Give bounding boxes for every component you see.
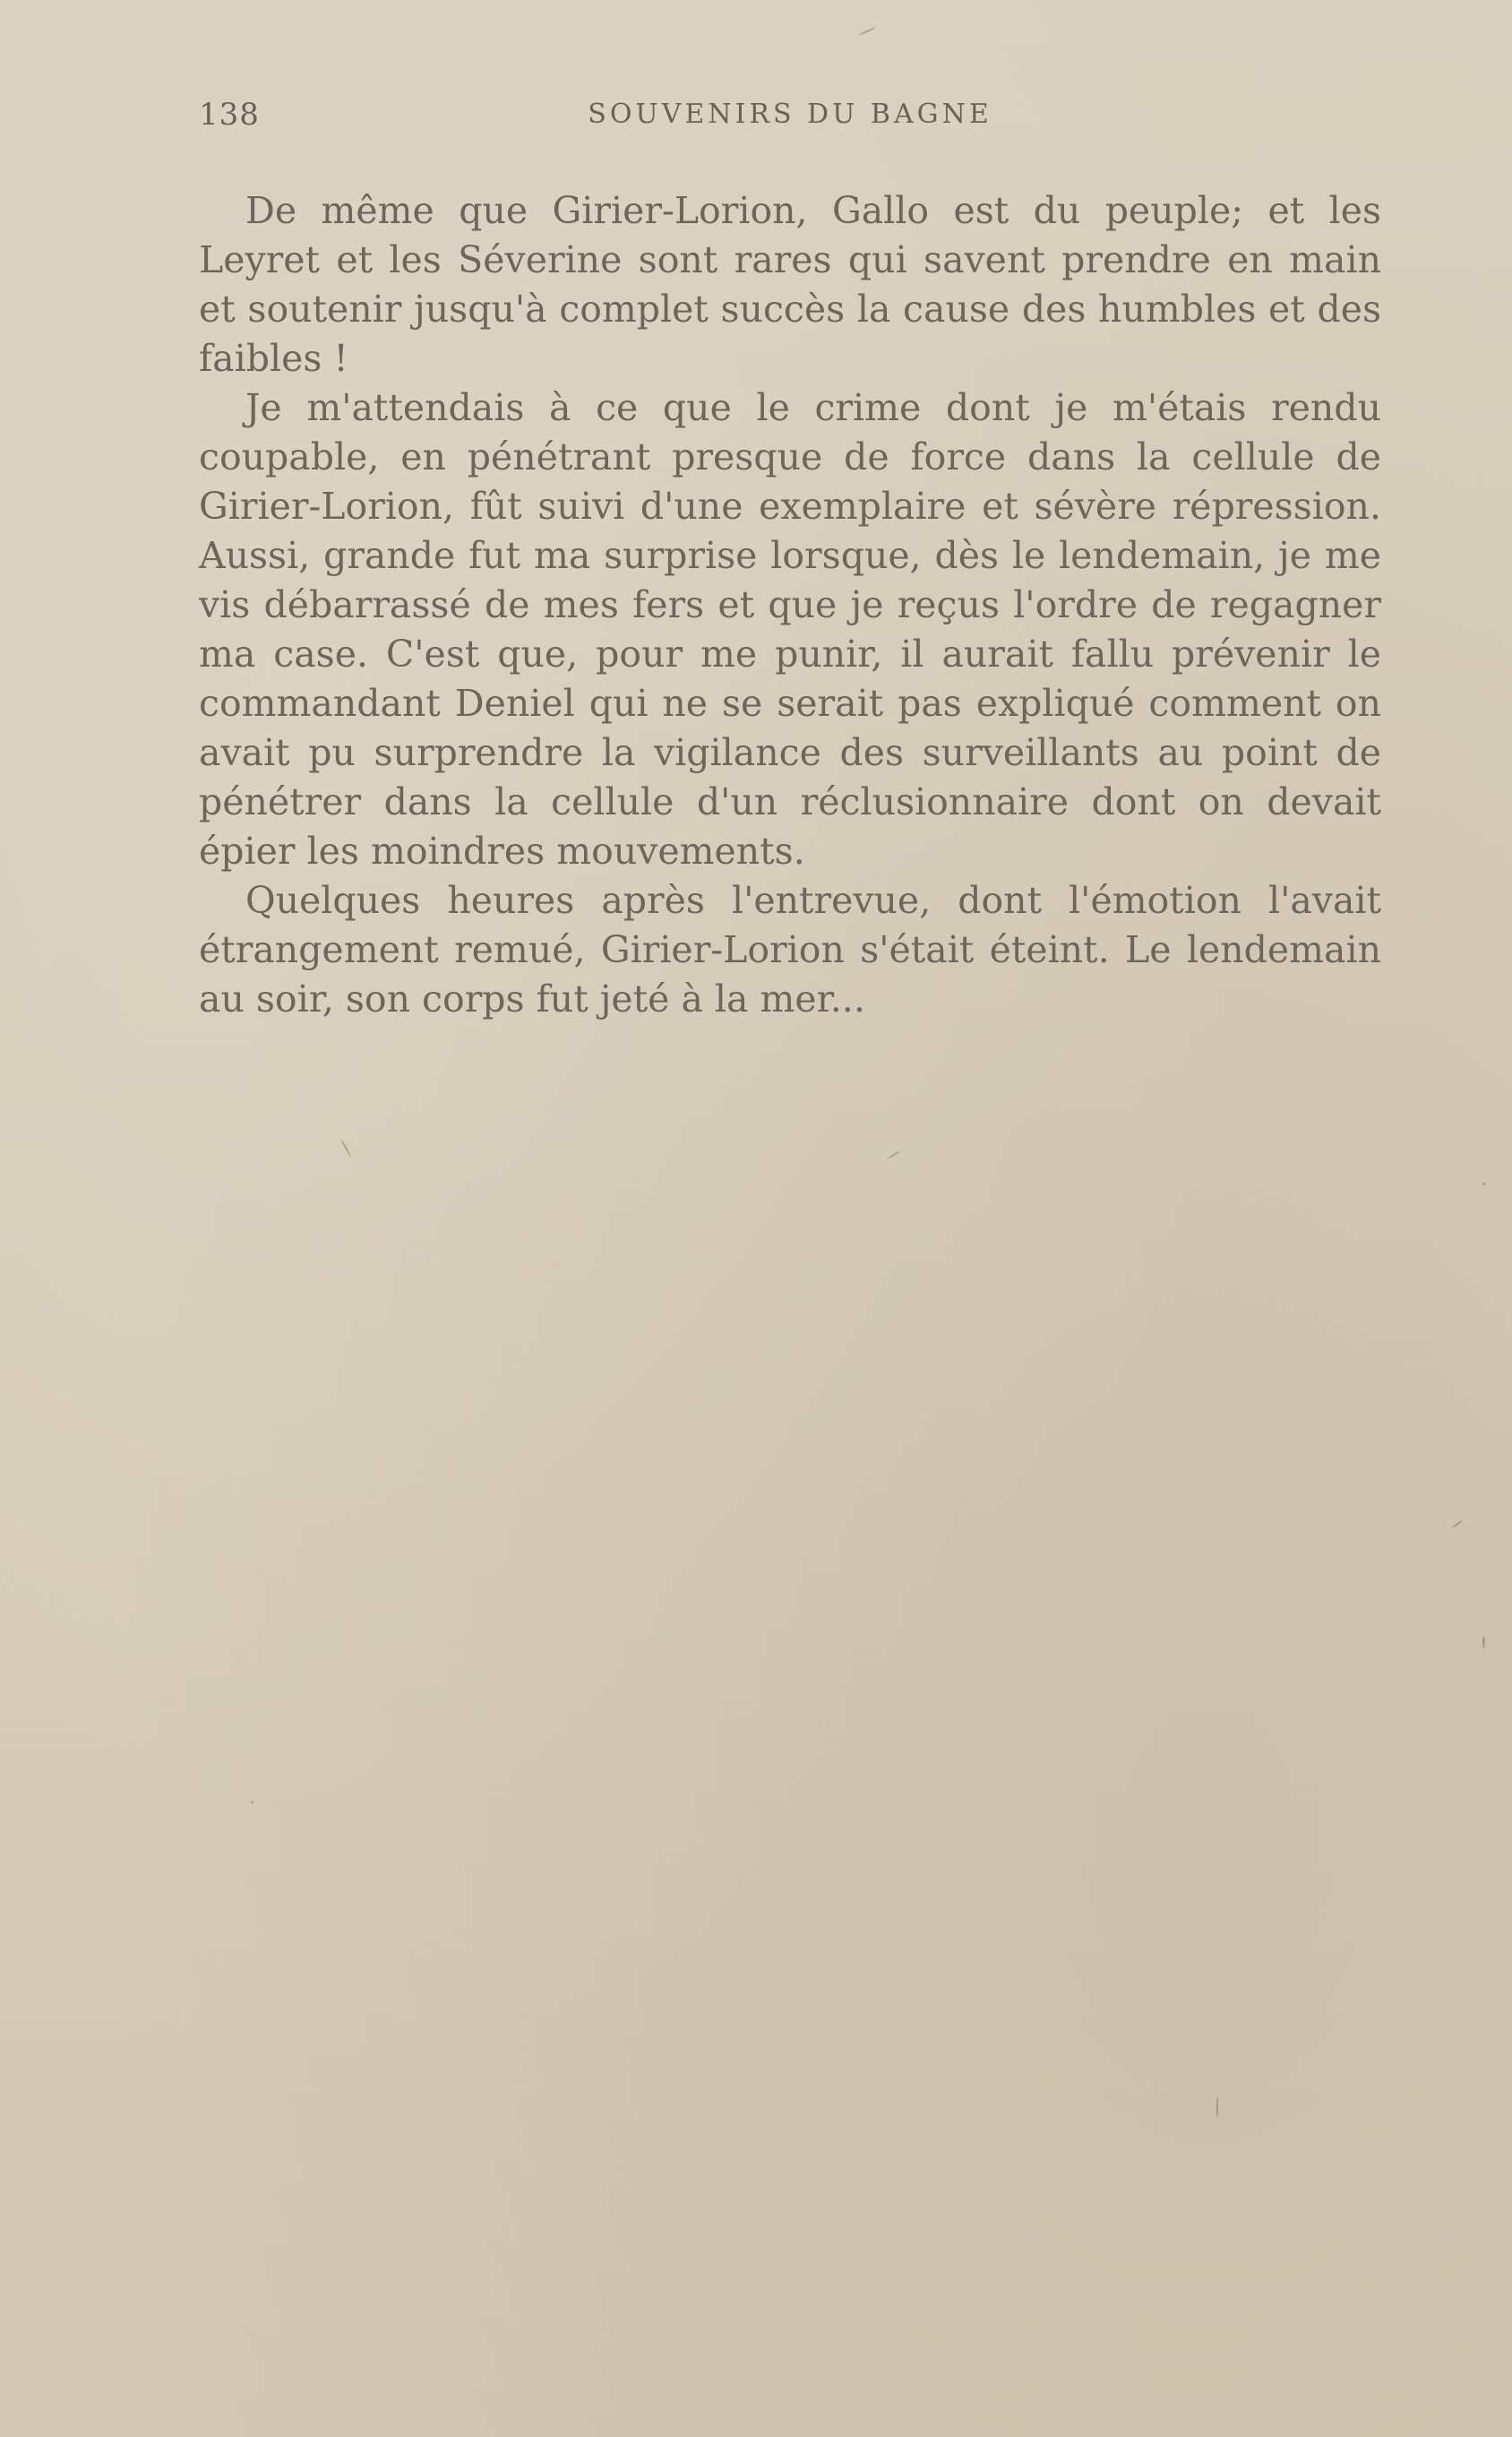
paper-speck	[251, 1801, 253, 1804]
paragraph-2: Je m'attendais à ce que le crime dont je m'étais rendu coupable, en pénétrant presque de force dans la cellule de Girier-Lorion, fût suivi d'une exemplaire et sévère répression. Aussi, grande fut ma surprise lorsque, dès le lendemain, je me vis débarrassé de mes fers et que je reçus l'ordre de regagner ma case. C'est que, pour me punir, il aurait fallu prévenir le commandant Deniel qui ne se serait pas expliqué comment on avait pu surprendre la vigilance des surveillants au point de pénétrer dans la cellule d'un réclusionnaire dont on devait épier les moindres mouvements.	[199, 386, 1381, 873]
running-title: SOUVENIRS DU BAGNE	[588, 99, 992, 130]
paper-speck	[1216, 2097, 1218, 2118]
paper-speck	[1482, 1183, 1485, 1185]
body-text	[199, 186, 1381, 1024]
running-header	[199, 97, 1381, 142]
paper-speck	[859, 27, 876, 36]
paper-speck	[1482, 1636, 1485, 1649]
paper-speck	[888, 1150, 901, 1159]
page-number: 138	[199, 97, 260, 133]
paragraph-3: Quelques heures après l'entrevue, dont l'émotion l'avait étrangement remué, Girier-Lorion s'était éteint. Le lendemain au soir, son corps fut jeté à la mer...	[199, 879, 1381, 1020]
paper-speck	[340, 1139, 352, 1157]
paragraph-1: De même que Girier-Lorion, Gallo est du peuple; et les Leyret et les Séverine sont rares qui savent prendre en main et soutenir jusqu'à complet succès la cause des humbles et des faibles !	[199, 189, 1381, 380]
paper-speck	[1452, 1520, 1464, 1529]
